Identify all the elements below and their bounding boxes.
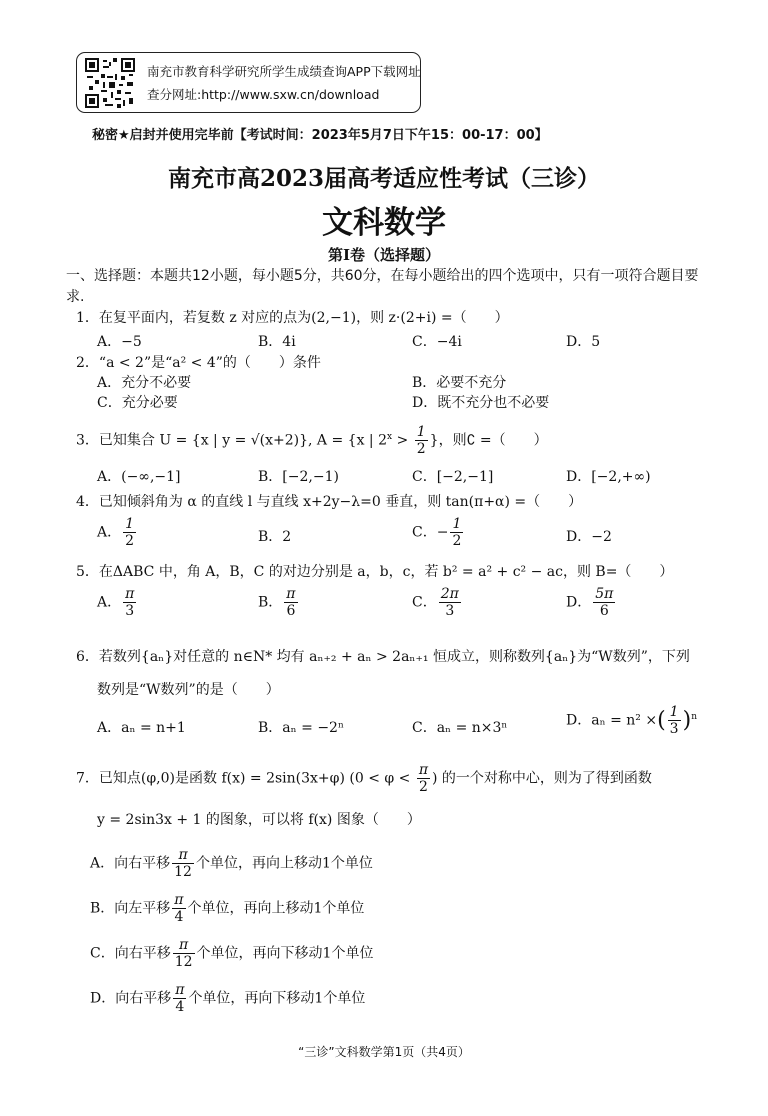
q7-stem-2: y = 2sin3x + 1 的图象，可以将 f(x) 图象（ ） (97, 812, 421, 828)
q7-a-num: π (172, 847, 194, 864)
q2-stem: 2．“a < 2”是“a² < 4”的（ ）条件 (76, 355, 321, 371)
q7-a-post: 个单位，再向上移动1个单位 (195, 855, 373, 872)
q7-b-pre: B．向左平移 (90, 900, 171, 917)
q7-option-d (90, 982, 365, 1015)
q5-b-label: B． (258, 594, 283, 611)
q7-d-den: 4 (175, 999, 185, 1015)
q7-d-frac (173, 982, 186, 1015)
q7-d-post: 个单位，再向下移动1个单位 (188, 990, 366, 1007)
q6-d-num: 1 (669, 704, 679, 720)
q3-option-b: B．[−2,−1) (258, 469, 339, 485)
q5-d-num: 5π (595, 586, 614, 602)
q7-a-den: 12 (174, 864, 192, 880)
q4-c-num: 1 (452, 516, 462, 532)
q7-d-pre: D．向右平移 (90, 990, 172, 1007)
q7-stem1-den: 2 (418, 779, 428, 795)
q3-stem-post: > (392, 432, 413, 449)
q3-stem-end: }，则∁ =（ ） (429, 432, 548, 449)
download-banner (76, 52, 421, 113)
exam-title: 南充市高2023届高考适应性考试（三诊） (167, 165, 600, 192)
q7-c-post: 个单位，再向下移动1个单位 (196, 945, 374, 962)
volume-title: 第Ⅰ卷（选择题） (327, 246, 441, 264)
q6-option-c: C．aₙ = n×3ⁿ (412, 720, 508, 736)
subject-title: 文科数学 (322, 205, 446, 241)
q7-stem1-num: π (418, 762, 429, 778)
q4-a-label: A． (97, 524, 122, 541)
q5-a-den: 3 (125, 603, 135, 619)
q4-c-frac (450, 516, 463, 549)
q4-a-den: 2 (125, 533, 135, 549)
q6-d-lparen: ( (657, 708, 666, 733)
q1-option-b: B．4i (258, 334, 296, 350)
exam-time-line: 秘密★启封并使用完毕前【考试时间：2023年5月7日下午15：00-17：00】 (92, 128, 548, 143)
q6-d-label: D．aₙ = n² × (566, 712, 658, 729)
q5-option-d (566, 586, 617, 619)
q4-option-c (412, 516, 465, 549)
q5-option-c (412, 586, 463, 619)
q3-fraction (415, 424, 428, 457)
q3-stem (76, 424, 548, 457)
q4-c-den: 2 (452, 533, 462, 549)
q4-option-a (97, 516, 138, 549)
q2-option-d: D．既不充分也不必要 (412, 395, 550, 411)
q6-option-d (566, 704, 697, 737)
q5-c-den: 3 (445, 603, 455, 619)
q7-b-den: 4 (174, 909, 184, 925)
q5-a-frac (123, 586, 136, 619)
q5-a-label: A． (97, 594, 122, 611)
q5-d-label: D． (566, 594, 592, 611)
q1-option-c: C．−4i (412, 334, 462, 350)
q7-c-num: π (173, 937, 195, 954)
q6-stem-2: 数列是“W数列”的是（ ） (97, 682, 280, 698)
q4-a-frac (123, 516, 136, 549)
q7-a-frac (172, 847, 194, 880)
q3-stem-sup: x (387, 431, 393, 442)
q6-d-frac (668, 704, 681, 737)
q7-option-c (90, 937, 373, 970)
q7-stem-1 (76, 762, 652, 795)
q4-option-d: D．−2 (566, 529, 612, 545)
q6-option-b: B．aₙ = −2ⁿ (258, 720, 345, 736)
q3-frac-den: 2 (416, 441, 426, 457)
q6-stem-1: 6．若数列{aₙ}对任意的 n∈N* 均有 aₙ₊₂ + aₙ > 2aₙ₊₁ 恒成立，则称数列{aₙ}为“W数列”，下列 (76, 649, 690, 665)
q3-option-d: D．[−2,+∞) (566, 469, 651, 485)
q3-option-c: C．[−2,−1] (412, 469, 494, 485)
q5-stem: 5．在ΔABC 中，角 A，B，C 的对边分别是 a，b，c，若 b² = a² + c² − ac，则 B=（ ） (76, 564, 674, 580)
q7-c-den: 12 (174, 954, 193, 970)
banner-line-1: 南充市教育科学研究所学生成绩查询APP下载网址 (147, 64, 421, 79)
q7-option-a (90, 847, 373, 880)
q2-option-c: C．充分必要 (97, 395, 178, 411)
q6-d-rparen: ) (682, 708, 692, 733)
page-footer: “三诊”文科数学第1页（共4页） (298, 1045, 470, 1059)
q5-d-den: 6 (599, 603, 609, 619)
q1-option-d: D．5 (566, 334, 601, 350)
banner-line-2: 查分网址:http://www.sxw.cn/download (147, 87, 380, 102)
q3-option-a: A．(−∞,−1] (97, 469, 181, 485)
q3-stem-pre: 3．已知集合 U = {x | y = √(x+2)}, A = {x | 2 (76, 432, 388, 449)
q7-stem1-frac (417, 762, 430, 795)
qr-code-icon (85, 58, 135, 108)
q5-a-num: π (125, 586, 135, 602)
q7-b-post: 个单位，再向上移动1个单位 (187, 900, 365, 917)
q7-c-frac (173, 937, 195, 970)
q3-frac-num: 1 (416, 424, 426, 440)
q5-b-den: 6 (286, 603, 296, 619)
q7-stem1-pre: 7．已知点(φ,0)是函数 f(x) = 2sin(3x+φ) (0 < φ < (76, 770, 415, 787)
q7-option-b (90, 892, 364, 925)
q6-d-den: 3 (669, 721, 679, 737)
q5-c-frac (439, 586, 461, 619)
q6-option-a: A．aₙ = n+1 (97, 720, 186, 736)
q7-a-pre: A．向右平移 (90, 855, 171, 872)
q7-b-frac (172, 892, 185, 925)
q1-option-a: A．−5 (97, 334, 142, 350)
q7-c-pre: C．向右平移 (90, 945, 171, 962)
q2-option-a: A．充分不必要 (97, 375, 192, 391)
q5-d-frac (593, 586, 615, 619)
q7-d-num: π (175, 982, 185, 998)
section-heading: 一、选择题：本题共12小题，每小题5分，共60分，在每小题给出的四个选项中，只有一项符合题目要求. (66, 268, 699, 305)
q6-d-exp: n (691, 711, 697, 722)
q4-c-label: C．− (412, 524, 449, 541)
q5-b-frac (284, 586, 297, 619)
q5-c-label: C． (412, 594, 437, 611)
q4-option-b: B．2 (258, 529, 292, 545)
q7-b-num: π (174, 892, 184, 908)
q5-option-a (97, 586, 138, 619)
q5-b-num: π (286, 586, 296, 602)
q5-c-num: 2π (440, 586, 459, 602)
q4-a-num: 1 (125, 516, 135, 532)
q7-stem1-post: ) 的一个对称中心，则为了得到函数 (432, 770, 652, 787)
q2-option-b: B．必要不充分 (412, 375, 507, 391)
q1-stem: 1．在复平面内，若复数 z 对应的点为(2,−1)，则 z·(2+i) =（ ） (76, 310, 509, 326)
q5-option-b (258, 586, 300, 619)
q4-stem: 4．已知倾斜角为 α 的直线 l 与直线 x+2y−λ=0 垂直，则 tan(π+α) =（ ） (76, 494, 583, 510)
